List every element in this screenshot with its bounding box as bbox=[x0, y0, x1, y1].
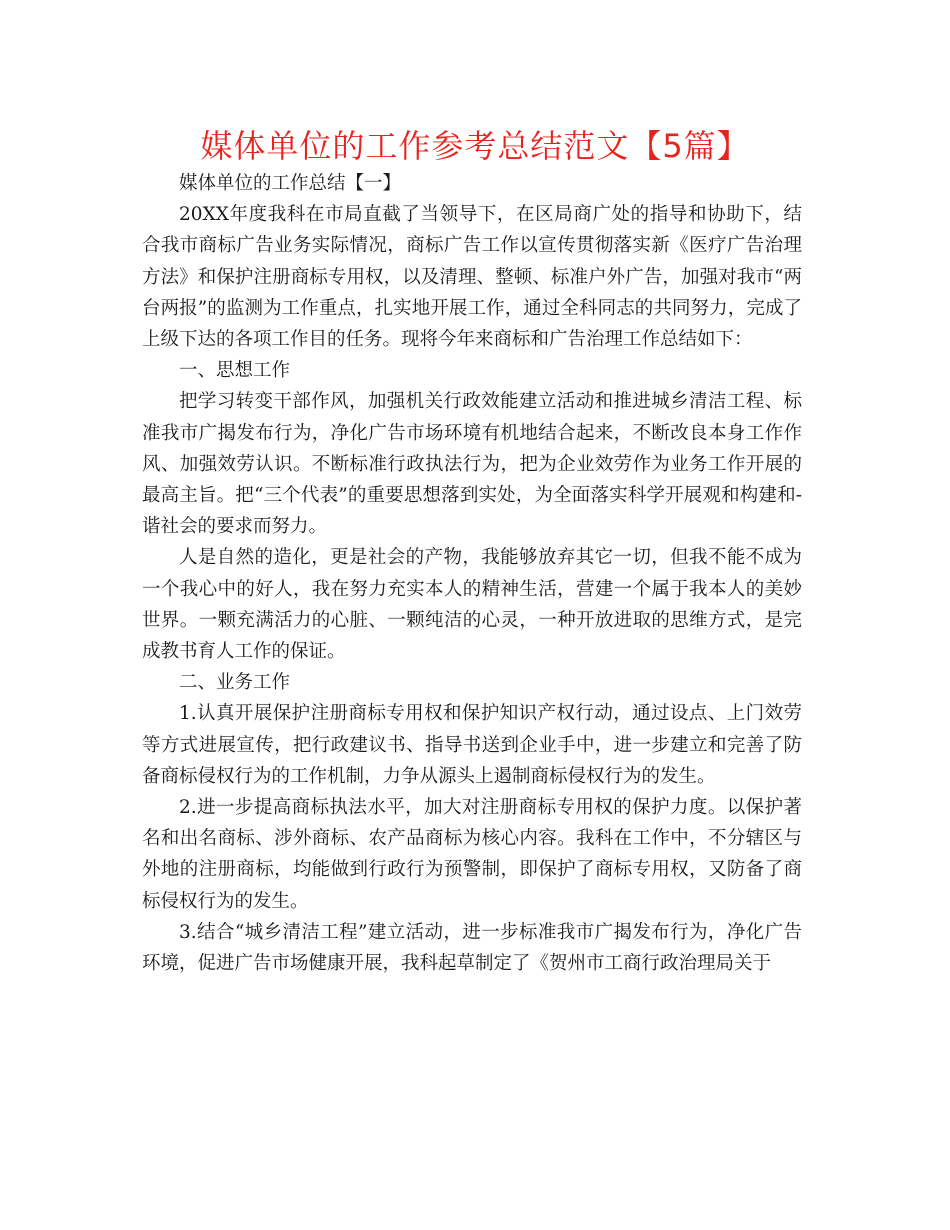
paragraph: 20XX年度我科在市局直截了当领导下，在区局商广处的指导和协助下，结合我市商标广告业务实际情况，商标广告工作以宣传贯彻落实新《医疗广告治理方法》和保护注册商标专用权，以及清理、整顿、标准户外广告，加强对我市“两台两报”的监测为工作重点，扎实地开展工作，通过全科同志的共同努力，完成了上级下达的各项工作目的任务。现将今年来商标和广告治理工作总结如下： bbox=[142, 204, 802, 351]
document-title: 媒体单位的工作参考总结范文【5篇】 bbox=[200, 127, 750, 165]
section-heading: 二、业务工作 bbox=[179, 672, 291, 694]
paragraph: 人是自然的造化，更是社会的产物，我能够放弃其它一切，但我不能不成为一个我心中的好人，我在努力充实本人的精神生活，营建一个属于我本人的美妙世界。一颗充满活力的心脏、一颗纯洁的心灵，一种开放进取的思维方式，是完成教书育人工作的保证。 bbox=[142, 547, 802, 663]
paragraph: 2.进一步提高商标执法水平，加大对注册商标专用权的保护力度。以保护著名和出名商标、涉外商标、农产品商标为核心内容。我科在工作中，不分辖区与外地的注册商标，均能做到行政行为预警制，即保护了商标专用权，又防备了商标侵权行为的发生。 bbox=[142, 797, 802, 912]
paragraph: 1.认真开展保护注册商标专用权和保护知识产权行动，通过设点、上门效劳等方式进展宣传，把行政建议书、指导书送到企业手中，进一步建立和完善了防备商标侵权行为的工作机制，力争从源头上遏制商标侵权行为的发生。 bbox=[142, 703, 802, 787]
document-body bbox=[142, 168, 802, 979]
section-heading: 一、思想工作 bbox=[179, 360, 291, 382]
paragraph: 3.结合“城乡清洁工程”建立活动，进一步标准我市广揭发布行为，净化广告环境，促进广告市场健康开展，我科起草制定了《贺州市工商行政治理局关于 bbox=[142, 921, 802, 975]
section-heading: 媒体单位的工作总结【一】 bbox=[179, 173, 402, 194]
paragraph: 把学习转变干部作风，加强机关行政效能建立活动和推进城乡清洁工程、标准我市广揭发布行为，净化广告市场环境有机地结合起来，不断改良本身工作作风、加强效劳认识。不断标准行政执法行为，把为企业效劳作为业务工作开展的最高主旨。把“三个代表”的重要思想落到实处，为全面落实科学开展观和构建和-谐社会的要求而努力。 bbox=[142, 391, 802, 538]
